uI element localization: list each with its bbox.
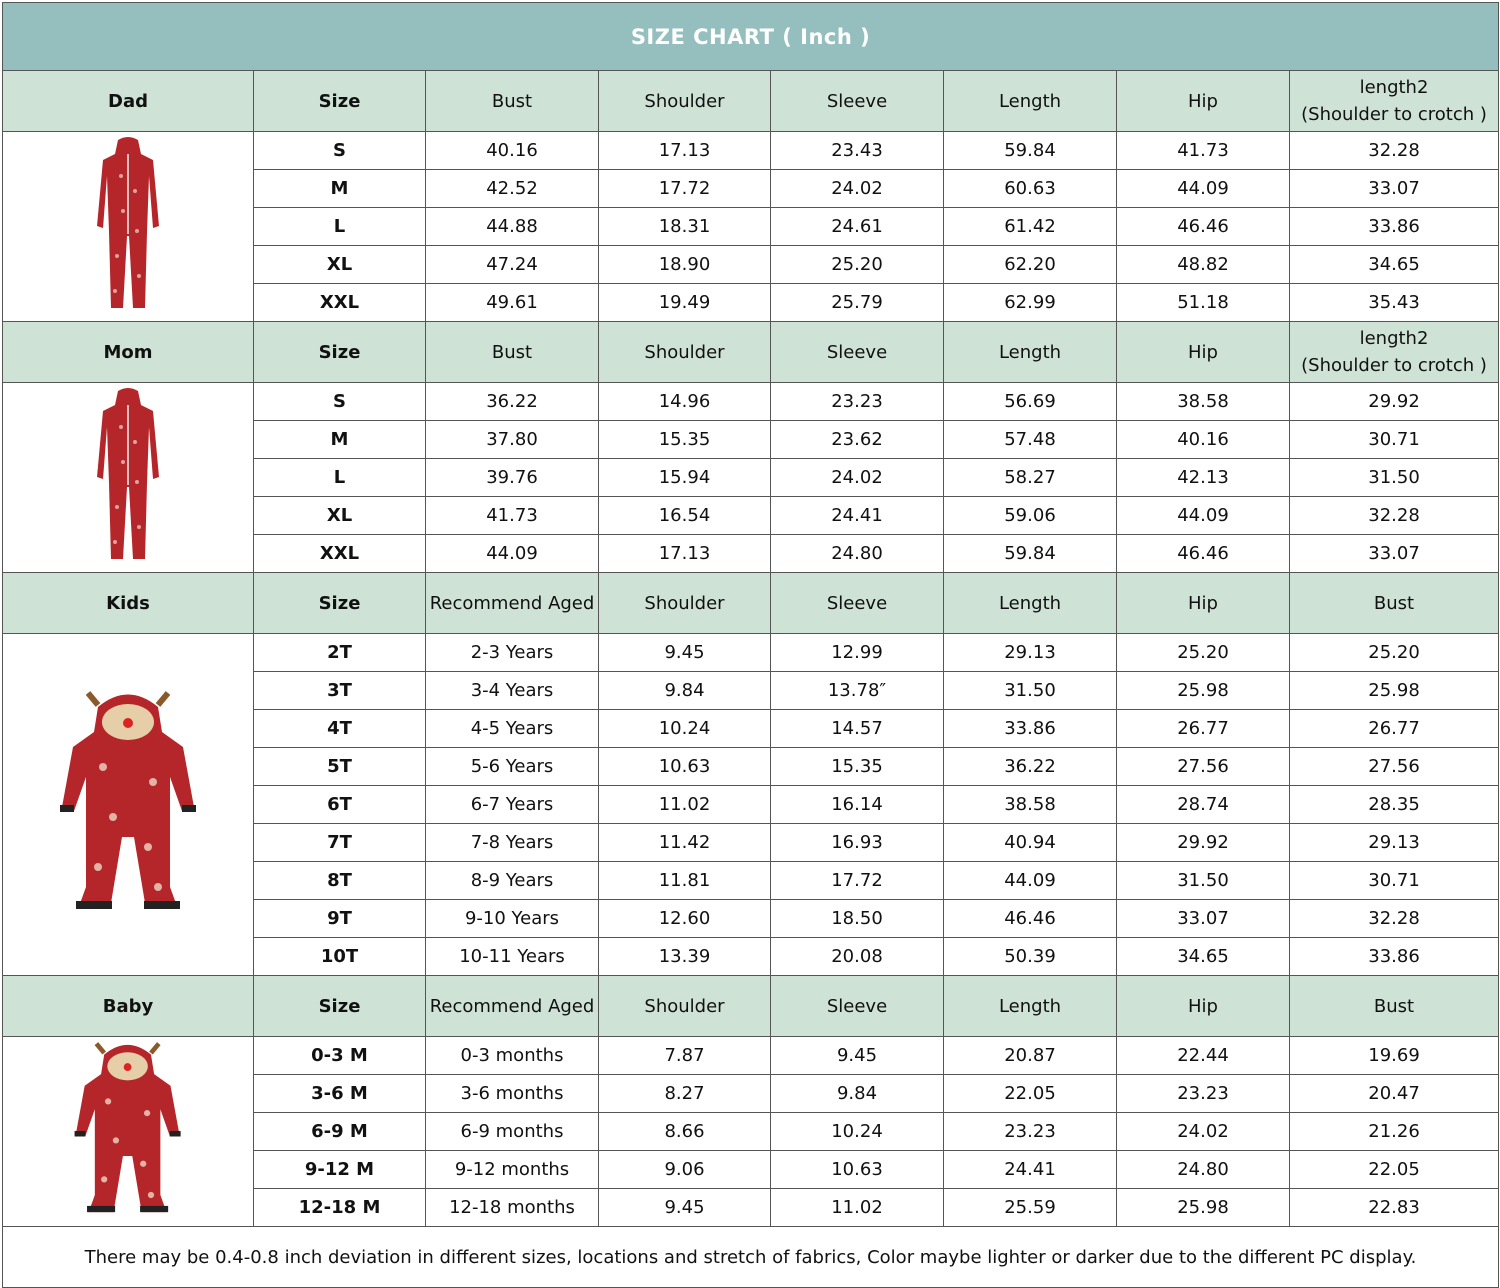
value-cell: 35.43 xyxy=(1290,284,1499,322)
value-cell: 34.65 xyxy=(1117,938,1290,976)
value-cell: 24.80 xyxy=(771,535,944,573)
value-cell: 33.07 xyxy=(1290,535,1499,573)
value-cell: 24.80 xyxy=(1117,1151,1290,1189)
column-header-line: (Shoulder to crotch ) xyxy=(1301,104,1487,125)
size-cell: L xyxy=(254,459,426,497)
column-header: Shoulder xyxy=(599,71,771,132)
value-cell: 2-3 Years xyxy=(426,634,599,672)
value-cell: 18.31 xyxy=(599,208,771,246)
section-label: Mom xyxy=(3,322,254,383)
value-cell: 23.23 xyxy=(1117,1075,1290,1113)
value-cell: 16.93 xyxy=(771,824,944,862)
column-header: Bust xyxy=(426,322,599,383)
value-cell: 15.35 xyxy=(771,748,944,786)
value-cell: 22.44 xyxy=(1117,1037,1290,1075)
size-cell: M xyxy=(254,421,426,459)
value-cell: 25.20 xyxy=(1290,634,1499,672)
value-cell: 23.23 xyxy=(771,383,944,421)
value-cell: 17.72 xyxy=(599,170,771,208)
value-cell: 62.20 xyxy=(944,246,1117,284)
size-cell: 5T xyxy=(254,748,426,786)
value-cell: 42.13 xyxy=(1117,459,1290,497)
value-cell: 6-7 Years xyxy=(426,786,599,824)
value-cell: 24.41 xyxy=(944,1151,1117,1189)
value-cell: 41.73 xyxy=(426,497,599,535)
size-cell: 6T xyxy=(254,786,426,824)
value-cell: 44.09 xyxy=(426,535,599,573)
value-cell: 15.94 xyxy=(599,459,771,497)
value-cell: 25.79 xyxy=(771,284,944,322)
value-cell: 38.58 xyxy=(1117,383,1290,421)
size-cell: S xyxy=(254,383,426,421)
value-cell: 12-18 months xyxy=(426,1189,599,1227)
size-cell: XXL xyxy=(254,284,426,322)
adult-onesie-image xyxy=(3,383,254,573)
value-cell: 24.02 xyxy=(771,170,944,208)
value-cell: 24.02 xyxy=(771,459,944,497)
value-cell: 6-9 months xyxy=(426,1113,599,1151)
size-cell: 2T xyxy=(254,634,426,672)
value-cell: 11.81 xyxy=(599,862,771,900)
size-cell: 10T xyxy=(254,938,426,976)
value-cell: 9.45 xyxy=(599,634,771,672)
value-cell: 0-3 months xyxy=(426,1037,599,1075)
value-cell: 33.86 xyxy=(944,710,1117,748)
value-cell: 10.63 xyxy=(771,1151,944,1189)
column-header: Length xyxy=(944,573,1117,634)
value-cell: 62.99 xyxy=(944,284,1117,322)
column-header xyxy=(1290,71,1499,132)
value-cell: 5-6 Years xyxy=(426,748,599,786)
column-header: Bust xyxy=(1290,573,1499,634)
value-cell: 60.63 xyxy=(944,170,1117,208)
value-cell: 16.14 xyxy=(771,786,944,824)
section-header-row xyxy=(3,71,1499,132)
value-cell: 59.84 xyxy=(944,132,1117,170)
value-cell: 32.28 xyxy=(1290,900,1499,938)
column-header: Recommend Aged xyxy=(426,976,599,1037)
value-cell: 41.73 xyxy=(1117,132,1290,170)
column-header: Hip xyxy=(1117,573,1290,634)
value-cell: 36.22 xyxy=(944,748,1117,786)
value-cell: 29.92 xyxy=(1117,824,1290,862)
value-cell: 33.86 xyxy=(1290,938,1499,976)
column-header: Recommend Aged xyxy=(426,573,599,634)
value-cell: 37.80 xyxy=(426,421,599,459)
value-cell: 12.99 xyxy=(771,634,944,672)
value-cell: 9.84 xyxy=(599,672,771,710)
value-cell: 32.28 xyxy=(1290,132,1499,170)
size-chart-table xyxy=(2,2,1499,1288)
value-cell: 22.05 xyxy=(1290,1151,1499,1189)
value-cell: 28.74 xyxy=(1117,786,1290,824)
value-cell: 3-4 Years xyxy=(426,672,599,710)
size-cell: XL xyxy=(254,497,426,535)
value-cell: 20.47 xyxy=(1290,1075,1499,1113)
value-cell: 44.09 xyxy=(1117,497,1290,535)
column-header-line: length2 xyxy=(1359,77,1429,98)
value-cell: 19.69 xyxy=(1290,1037,1499,1075)
size-cell: L xyxy=(254,208,426,246)
value-cell: 47.24 xyxy=(426,246,599,284)
value-cell: 25.98 xyxy=(1117,672,1290,710)
value-cell: 27.56 xyxy=(1290,748,1499,786)
column-header: Sleeve xyxy=(771,573,944,634)
size-cell: 4T xyxy=(254,710,426,748)
footer-row xyxy=(3,1227,1499,1288)
title-row xyxy=(3,3,1499,71)
column-header: Sleeve xyxy=(771,71,944,132)
value-cell: 19.49 xyxy=(599,284,771,322)
value-cell: 14.96 xyxy=(599,383,771,421)
value-cell: 46.46 xyxy=(1117,535,1290,573)
table-row xyxy=(3,1037,1499,1075)
column-header: Size xyxy=(254,71,426,132)
column-header: Bust xyxy=(426,71,599,132)
value-cell: 10.24 xyxy=(599,710,771,748)
value-cell: 14.57 xyxy=(771,710,944,748)
value-cell: 24.61 xyxy=(771,208,944,246)
column-header: Length xyxy=(944,71,1117,132)
size-cell: 0-3 M xyxy=(254,1037,426,1075)
value-cell: 59.06 xyxy=(944,497,1117,535)
size-cell: 6-9 M xyxy=(254,1113,426,1151)
size-cell: XXL xyxy=(254,535,426,573)
value-cell: 49.61 xyxy=(426,284,599,322)
value-cell: 33.86 xyxy=(1290,208,1499,246)
column-header xyxy=(1290,322,1499,383)
value-cell: 51.18 xyxy=(1117,284,1290,322)
value-cell: 9.84 xyxy=(771,1075,944,1113)
column-header: Hip xyxy=(1117,71,1290,132)
value-cell: 8.66 xyxy=(599,1113,771,1151)
table-row xyxy=(3,383,1499,421)
column-header: Size xyxy=(254,573,426,634)
chart-title: SIZE CHART ( Inch ) xyxy=(3,3,1499,71)
value-cell: 11.02 xyxy=(771,1189,944,1227)
value-cell: 42.52 xyxy=(426,170,599,208)
size-cell: 7T xyxy=(254,824,426,862)
value-cell: 33.07 xyxy=(1117,900,1290,938)
value-cell: 26.77 xyxy=(1117,710,1290,748)
value-cell: 7-8 Years xyxy=(426,824,599,862)
size-cell: 9T xyxy=(254,900,426,938)
column-header: Length xyxy=(944,322,1117,383)
value-cell: 18.90 xyxy=(599,246,771,284)
value-cell: 21.26 xyxy=(1290,1113,1499,1151)
value-cell: 38.58 xyxy=(944,786,1117,824)
value-cell: 10.24 xyxy=(771,1113,944,1151)
value-cell: 25.20 xyxy=(771,246,944,284)
value-cell: 7.87 xyxy=(599,1037,771,1075)
value-cell: 18.50 xyxy=(771,900,944,938)
value-cell: 3-6 months xyxy=(426,1075,599,1113)
value-cell: 17.13 xyxy=(599,535,771,573)
column-header: Shoulder xyxy=(599,976,771,1037)
value-cell: 8.27 xyxy=(599,1075,771,1113)
value-cell: 40.94 xyxy=(944,824,1117,862)
column-header: Hip xyxy=(1117,322,1290,383)
size-cell: 12-18 M xyxy=(254,1189,426,1227)
value-cell: 10.63 xyxy=(599,748,771,786)
value-cell: 25.98 xyxy=(1290,672,1499,710)
size-cell: XL xyxy=(254,246,426,284)
value-cell: 27.56 xyxy=(1117,748,1290,786)
value-cell: 25.98 xyxy=(1117,1189,1290,1227)
value-cell: 30.71 xyxy=(1290,421,1499,459)
value-cell: 44.09 xyxy=(1117,170,1290,208)
value-cell: 59.84 xyxy=(944,535,1117,573)
column-header: Shoulder xyxy=(599,322,771,383)
value-cell: 29.13 xyxy=(944,634,1117,672)
column-header: Size xyxy=(254,976,426,1037)
value-cell: 9.45 xyxy=(599,1189,771,1227)
column-header: Length xyxy=(944,976,1117,1037)
section-header-row xyxy=(3,573,1499,634)
section-label: Dad xyxy=(3,71,254,132)
column-header: Hip xyxy=(1117,976,1290,1037)
value-cell: 22.05 xyxy=(944,1075,1117,1113)
value-cell: 29.13 xyxy=(1290,824,1499,862)
value-cell: 20.08 xyxy=(771,938,944,976)
column-header-line: (Shoulder to crotch ) xyxy=(1301,355,1487,376)
value-cell: 12.60 xyxy=(599,900,771,938)
value-cell: 17.72 xyxy=(771,862,944,900)
value-cell: 46.46 xyxy=(1117,208,1290,246)
value-cell: 26.77 xyxy=(1290,710,1499,748)
value-cell: 33.07 xyxy=(1290,170,1499,208)
table-row xyxy=(3,132,1499,170)
value-cell: 23.62 xyxy=(771,421,944,459)
value-cell: 9-12 months xyxy=(426,1151,599,1189)
value-cell: 24.41 xyxy=(771,497,944,535)
column-header: Sleeve xyxy=(771,976,944,1037)
size-cell: 3-6 M xyxy=(254,1075,426,1113)
value-cell: 17.13 xyxy=(599,132,771,170)
value-cell: 9.06 xyxy=(599,1151,771,1189)
value-cell: 20.87 xyxy=(944,1037,1117,1075)
value-cell: 22.83 xyxy=(1290,1189,1499,1227)
size-cell: M xyxy=(254,170,426,208)
value-cell: 48.82 xyxy=(1117,246,1290,284)
value-cell: 32.28 xyxy=(1290,497,1499,535)
value-cell: 46.46 xyxy=(944,900,1117,938)
value-cell: 11.02 xyxy=(599,786,771,824)
value-cell: 23.23 xyxy=(944,1113,1117,1151)
value-cell: 31.50 xyxy=(1290,459,1499,497)
value-cell: 25.20 xyxy=(1117,634,1290,672)
value-cell: 61.42 xyxy=(944,208,1117,246)
value-cell: 29.92 xyxy=(1290,383,1499,421)
value-cell: 16.54 xyxy=(599,497,771,535)
kid-reindeer-onesie-image xyxy=(3,634,254,976)
size-cell: S xyxy=(254,132,426,170)
value-cell: 8-9 Years xyxy=(426,862,599,900)
section-header-row xyxy=(3,976,1499,1037)
value-cell: 31.50 xyxy=(1117,862,1290,900)
value-cell: 13.39 xyxy=(599,938,771,976)
value-cell: 34.65 xyxy=(1290,246,1499,284)
column-header: Shoulder xyxy=(599,573,771,634)
value-cell: 30.71 xyxy=(1290,862,1499,900)
value-cell: 25.59 xyxy=(944,1189,1117,1227)
value-cell: 57.48 xyxy=(944,421,1117,459)
value-cell: 44.88 xyxy=(426,208,599,246)
section-label: Kids xyxy=(3,573,254,634)
size-cell: 9-12 M xyxy=(254,1151,426,1189)
size-cell: 3T xyxy=(254,672,426,710)
value-cell: 9-10 Years xyxy=(426,900,599,938)
value-cell: 44.09 xyxy=(944,862,1117,900)
value-cell: 56.69 xyxy=(944,383,1117,421)
value-cell: 13.78″ xyxy=(771,672,944,710)
value-cell: 9.45 xyxy=(771,1037,944,1075)
size-cell: 8T xyxy=(254,862,426,900)
column-header: Sleeve xyxy=(771,322,944,383)
value-cell: 23.43 xyxy=(771,132,944,170)
value-cell: 58.27 xyxy=(944,459,1117,497)
value-cell: 50.39 xyxy=(944,938,1117,976)
footer-note: There may be 0.4-0.8 inch deviation in different sizes, locations and stretch of fabrics, Color maybe lighter or darker due to the different PC display. xyxy=(3,1227,1499,1288)
value-cell: 28.35 xyxy=(1290,786,1499,824)
baby-reindeer-onesie-image xyxy=(3,1037,254,1227)
value-cell: 39.76 xyxy=(426,459,599,497)
section-label: Baby xyxy=(3,976,254,1037)
value-cell: 4-5 Years xyxy=(426,710,599,748)
column-header-line: length2 xyxy=(1359,328,1429,349)
value-cell: 11.42 xyxy=(599,824,771,862)
value-cell: 40.16 xyxy=(426,132,599,170)
column-header: Bust xyxy=(1290,976,1499,1037)
value-cell: 24.02 xyxy=(1117,1113,1290,1151)
value-cell: 15.35 xyxy=(599,421,771,459)
adult-onesie-image xyxy=(3,132,254,322)
section-header-row xyxy=(3,322,1499,383)
value-cell: 10-11 Years xyxy=(426,938,599,976)
column-header: Size xyxy=(254,322,426,383)
value-cell: 36.22 xyxy=(426,383,599,421)
table-row xyxy=(3,634,1499,672)
value-cell: 31.50 xyxy=(944,672,1117,710)
value-cell: 40.16 xyxy=(1117,421,1290,459)
